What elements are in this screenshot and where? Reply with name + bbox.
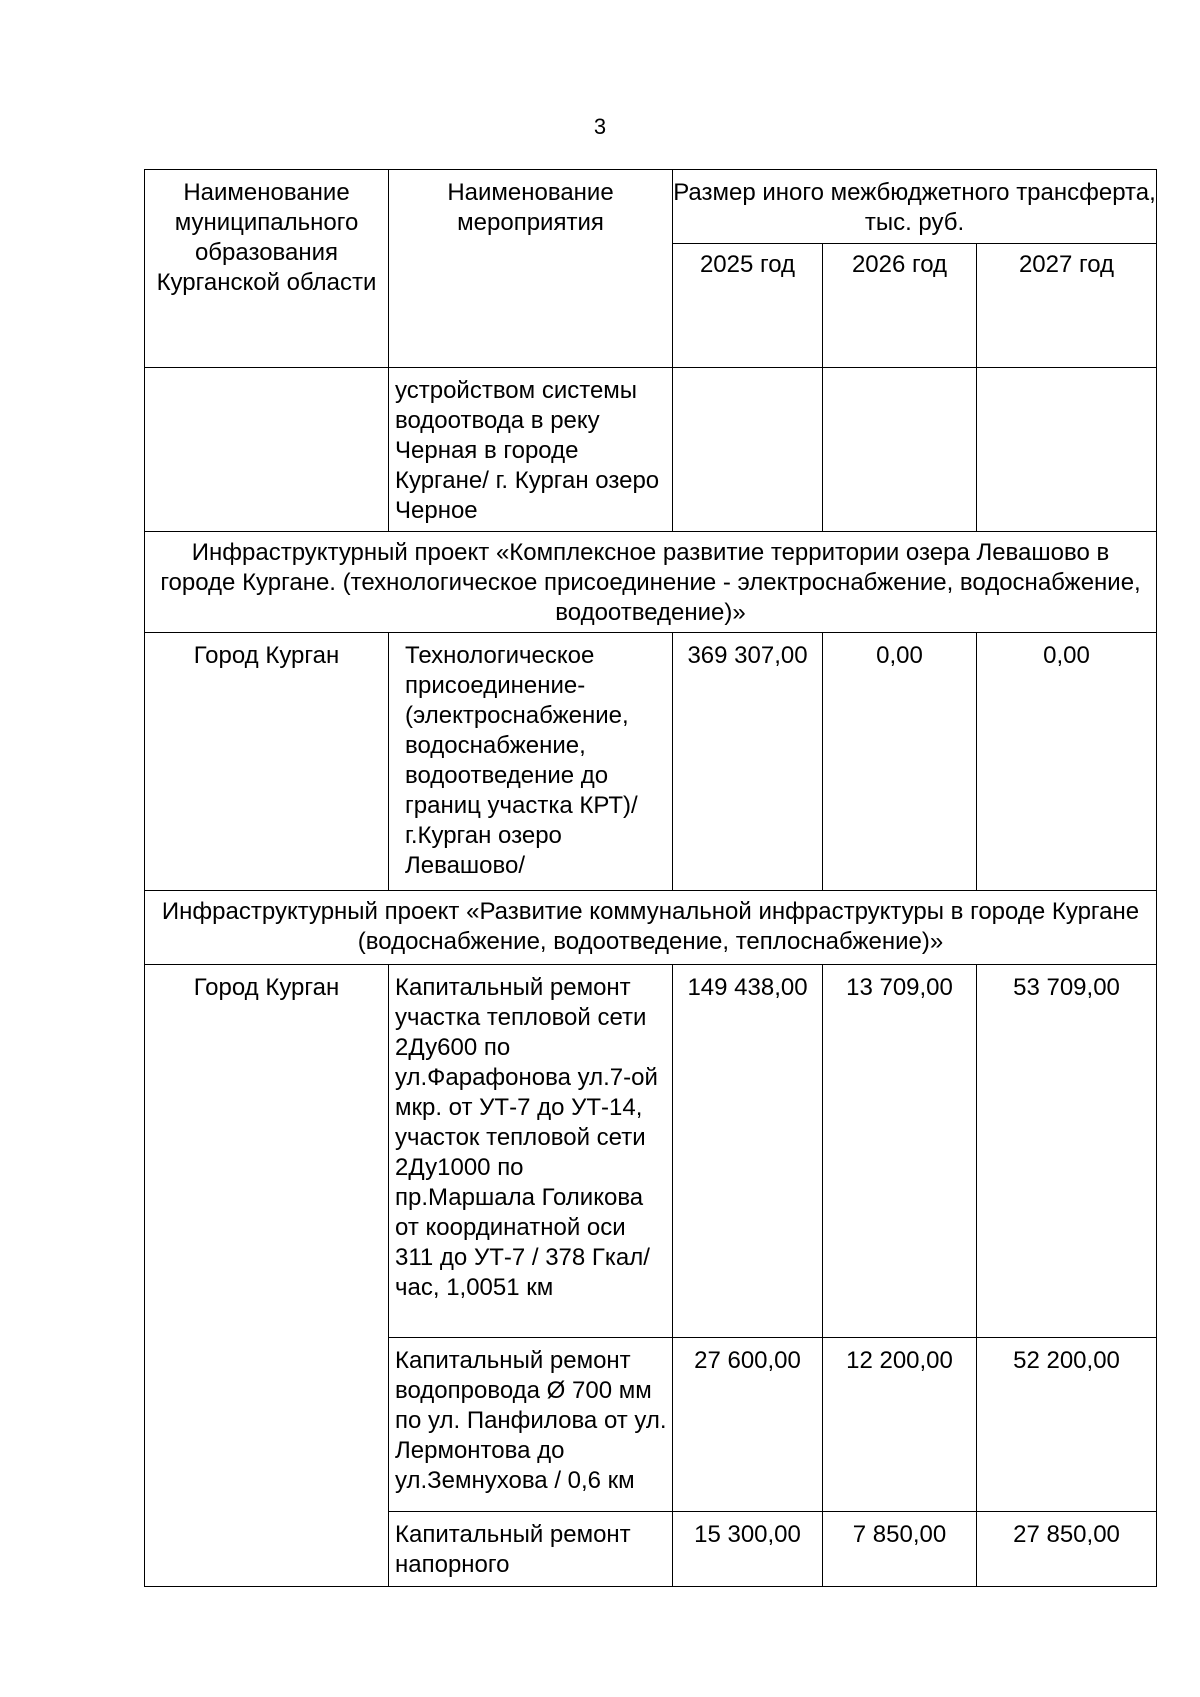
section-row (145, 532, 1157, 633)
value-2027-cell: 52 200,00 (977, 1338, 1157, 1512)
event-cell: Технологическое присоединение-(электроснабжение, водоснабжение, водоотведение до границ участка КРТ)/г.Курган озеро Левашово/ (389, 633, 673, 891)
municipality-cell (145, 368, 389, 532)
header-municipality: Наименование муниципального образования Курганской области (145, 170, 389, 368)
value-2026-cell: 7 850,00 (823, 1512, 977, 1587)
section-row (145, 891, 1157, 965)
municipality-cell: Город Курган (145, 965, 389, 1587)
value-2025-cell: 15 300,00 (673, 1512, 823, 1587)
value-2026-cell: 0,00 (823, 633, 977, 891)
municipality-cell: Город Курган (145, 633, 389, 891)
value-2027-cell: 27 850,00 (977, 1512, 1157, 1587)
header-row (145, 170, 1157, 244)
table-row (145, 368, 1157, 532)
header-event: Наименование мероприятия (389, 170, 673, 368)
transfer-table (144, 169, 1157, 1587)
value-2025-cell: 27 600,00 (673, 1338, 823, 1512)
event-cell: Капитальный ремонт напорного (389, 1512, 673, 1587)
section-title: Инфраструктурный проект «Развитие коммунальной инфраструктуры в городе Кургане (водоснабжение, водоотведение, теплоснабжение)» (145, 891, 1157, 965)
value-2027-cell: 53 709,00 (977, 965, 1157, 1338)
header-year-2025: 2025 год (673, 244, 823, 368)
value-2025-cell: 369 307,00 (673, 633, 823, 891)
table-row (145, 965, 1157, 1338)
header-year-2027: 2027 год (977, 244, 1157, 368)
table-row (145, 633, 1157, 891)
page-number: 3 (593, 114, 607, 139)
header-year-2026: 2026 год (823, 244, 977, 368)
value-2026-cell (823, 368, 977, 532)
event-cell: Капитальный ремонт участка тепловой сети 2Ду600 по ул.Фарафонова ул.7-ой мкр. от УТ-7 до УТ-14, участок тепловой сети 2Ду1000 по пр.Маршала Голикова от координатной оси 311 до УТ-7 / 378 Гкал/час, 1,0051 км (389, 965, 673, 1338)
value-2027-cell: 0,00 (977, 633, 1157, 891)
value-2027-cell (977, 368, 1157, 532)
value-2026-cell: 12 200,00 (823, 1338, 977, 1512)
section-title: Инфраструктурный проект «Комплексное развитие территории озера Левашово в городе Кургане. (технологическое присоединение - электроснабжение, водоснабжение, водоотведение)» (145, 532, 1157, 633)
header-transfer: Размер иного межбюджетного трансферта, тыс. руб. (673, 170, 1157, 244)
value-2025-cell: 149 438,00 (673, 965, 823, 1338)
event-cell: Капитальный ремонт водопровода Ø 700 мм по ул. Панфилова от ул. Лермонтова до ул.Земнухова / 0,6 км (389, 1338, 673, 1512)
event-cell: устройством системы водоотвода в реку Черная в городе Кургане/ г. Курган озеро Черное (389, 368, 673, 532)
value-2026-cell: 13 709,00 (823, 965, 977, 1338)
value-2025-cell (673, 368, 823, 532)
